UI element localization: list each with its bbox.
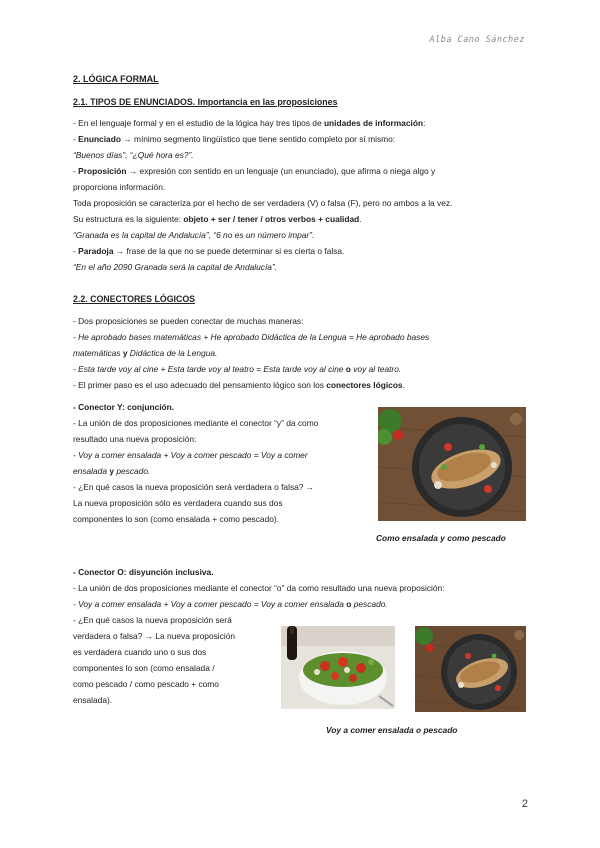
proposicion-structure: Su estructura es la siguiente: objeto + ser / tener / otros verbos + cualidad. (73, 214, 362, 224)
proposicion-definition-cont: proporciona información. (73, 182, 166, 192)
salad-bowl-photo (281, 626, 395, 709)
connector-y-line: resultado una nueva proposición: (73, 434, 197, 444)
connector-y-title: - Conector Y: conjunción. (73, 402, 175, 412)
connector-y-question: - ¿En qué casos la nueva proposición será verdadera o falsa? → (73, 482, 315, 492)
connectors-example-cont: matemáticas y Didáctica de la Lengua. (73, 348, 218, 358)
connector-o-question: - ¿En qué casos la nueva proposición será (73, 615, 232, 625)
connector-o-title: - Conector O: disyunción inclusiva. (73, 567, 214, 577)
page-number: 2 (521, 798, 528, 810)
paradoja-definition: - Paradoja → frase de la que no se puede determinar si es cierta o falsa. (73, 246, 345, 256)
photo-caption-o: Voy a comer ensalada o pescado (326, 725, 458, 735)
fish-plate-photo (378, 407, 526, 521)
connector-y-answer-cont: componentes lo son (como ensalada + como pescado). (73, 514, 280, 524)
proposicion-example: “Granada es la capital de Andalucía”, “6 no es un número impar”. (73, 230, 315, 240)
paradoja-example: “En el año 2090 Granada será la capital de Andalucía”. (73, 262, 278, 272)
connector-o-example: - Voy a comer ensalada + Voy a comer pescado = Voy a comer ensalada o pescado. (73, 599, 388, 609)
connector-y-answer: La nueva proposición sólo es verdadera cuando sus dos (73, 498, 283, 508)
enunciado-example: “Buenos días”, “¿Qué hora es?”. (73, 150, 194, 160)
photo-caption-y: Como ensalada y como pescado (376, 533, 506, 543)
subsection-title-connectors: 2.2. CONECTORES LÓGICOS (73, 294, 196, 304)
connector-y-example: - Voy a comer ensalada + Voy a comer pescado = Voy a comer (73, 450, 308, 460)
proposicion-definition: - Proposición → expresión con sentido en un lenguaje (un enunciado), que afirma o niega algo y (73, 166, 436, 176)
intro-line: - En el lenguaje formal y en el estudio de la lógica hay tres tipos de unidades de información: (73, 118, 426, 128)
connector-o-line: - La unión de dos proposiciones mediante el conector “o” da como resultado una nueva proposición: (73, 583, 445, 593)
enunciado-definition: - Enunciado → mínimo segmento lingüístico que tiene sentido completo por sí mismo: (73, 134, 396, 144)
connectors-example-2: - Esta tarde voy al cine + Esta tarde voy al teatro = Esta tarde voy al cine o voy al teatro. (73, 364, 402, 374)
connector-o-answer: es verdadera cuando uno o sus dos (73, 647, 207, 657)
connector-o-answer: verdadera o falsa? → La nueva proposición (73, 631, 236, 641)
connector-o-answer: como pescado / como pescado + como (73, 679, 219, 689)
connectors-line-last: - El primer paso es el uso adecuado del pensamiento lógico son los conectores lógicos. (73, 380, 405, 390)
connectors-line: - Dos proposiciones se pueden conectar de muchas maneras: (73, 316, 304, 326)
proposicion-truth: Toda proposición se caracteriza por el hecho de ser verdadera (V) o falsa (F), pero no ambos a la vez. (73, 198, 453, 208)
connector-y-line: - La unión de dos proposiciones mediante el conector “y” da como (73, 418, 319, 428)
connector-o-answer: ensalada). (73, 695, 113, 705)
connectors-example: - He aprobado bases matemáticas + He aprobado Didáctica de la Lengua = He aprobado bases (73, 332, 430, 342)
subsection-title: 2.1. TIPOS DE ENUNCIADOS. Importancia en las proposiciones (73, 97, 338, 107)
fish-plate-photo-small (415, 626, 526, 712)
connector-o-answer: componentes lo son (como ensalada / (73, 663, 215, 673)
connector-y-example-cont: ensalada y pescado. (73, 466, 151, 476)
author-name: Alba Cano Sánchez (429, 35, 525, 45)
section-title: 2. LÓGICA FORMAL (73, 74, 159, 84)
